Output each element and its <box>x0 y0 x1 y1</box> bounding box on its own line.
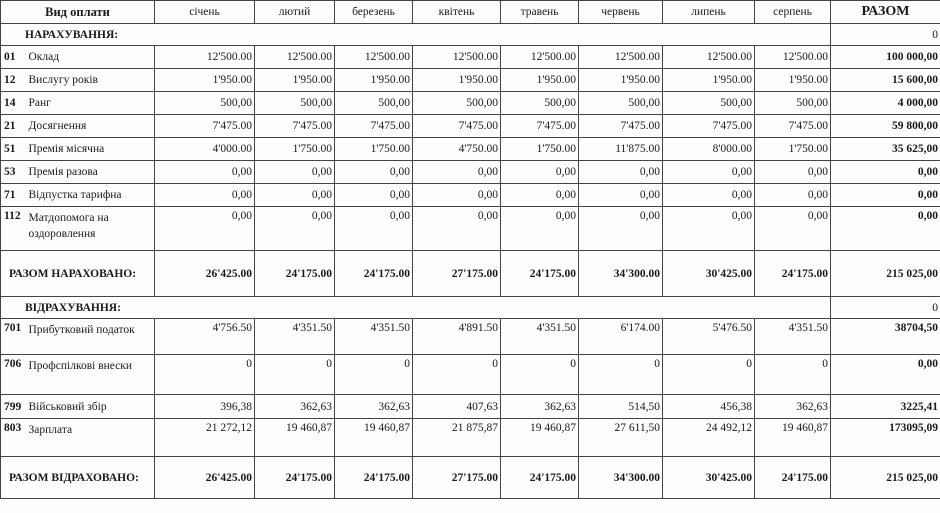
row-name: Премія разова <box>27 161 155 184</box>
row-month-value: 4'351.50 <box>755 319 831 355</box>
table-row <box>1 355 940 395</box>
row-name: Військовий збір <box>27 395 155 419</box>
table-row <box>1 319 940 355</box>
row-month-value: 4'756.50 <box>155 319 255 355</box>
row-month-value: 21 272,12 <box>155 419 255 457</box>
row-month-value: 6'174.00 <box>579 319 663 355</box>
row-month-value: 7'475.00 <box>755 115 831 138</box>
row-month-value: 0,00 <box>155 161 255 184</box>
sum-month-value: 24'175.00 <box>755 457 831 499</box>
payroll-body <box>1 1 940 499</box>
row-total: 100 000,00 <box>831 46 940 69</box>
row-month-value: 11'875.00 <box>579 138 663 161</box>
row-month-value: 19 460,87 <box>501 419 579 457</box>
row-month-value: 396,38 <box>155 395 255 419</box>
sum-label: РАЗОМ НАРАХОВАНО: <box>1 251 155 297</box>
row-name: Вислугу років <box>27 69 155 92</box>
row-total: 0,00 <box>831 184 940 207</box>
row-month-value: 1'950.00 <box>663 69 755 92</box>
row-code: 14 <box>1 92 27 115</box>
table-row <box>1 457 940 499</box>
row-month-value: 1'950.00 <box>155 69 255 92</box>
table-row <box>1 395 940 419</box>
row-month-value: 514,50 <box>579 395 663 419</box>
sum-month-value: 26'425.00 <box>155 251 255 297</box>
row-name: Відпустка тарифна <box>27 184 155 207</box>
row-month-value: 4'000.00 <box>155 138 255 161</box>
row-month-value: 12'500.00 <box>413 46 501 69</box>
row-name: Матдопомога на оздоровлення <box>27 207 155 251</box>
row-month-value: 0,00 <box>255 207 335 251</box>
row-month-value: 4'351.50 <box>335 319 413 355</box>
header-month: серпень <box>755 1 831 24</box>
row-month-value: 21 875,87 <box>413 419 501 457</box>
row-month-value: 0 <box>255 355 335 395</box>
row-month-value: 4'750.00 <box>413 138 501 161</box>
row-month-value: 456,38 <box>663 395 755 419</box>
sum-label: РАЗОМ ВІДРАХОВАНО: <box>1 457 155 499</box>
table-row <box>1 1 940 24</box>
sum-month-value: 24'175.00 <box>255 251 335 297</box>
sum-month-value: 24'175.00 <box>335 457 413 499</box>
row-code: 112 <box>1 207 27 251</box>
row-code: 01 <box>1 46 27 69</box>
row-month-value: 362,63 <box>255 395 335 419</box>
row-month-value: 0,00 <box>501 207 579 251</box>
row-name: Оклад <box>27 46 155 69</box>
sum-month-value: 24'175.00 <box>335 251 413 297</box>
table-row <box>1 161 940 184</box>
row-month-value: 12'500.00 <box>755 46 831 69</box>
row-month-value: 0,00 <box>579 207 663 251</box>
row-month-value: 0,00 <box>335 161 413 184</box>
sum-month-value: 24'175.00 <box>755 251 831 297</box>
row-total: 0,00 <box>831 207 940 251</box>
table-row <box>1 297 940 319</box>
row-month-value: 7'475.00 <box>501 115 579 138</box>
row-code: 12 <box>1 69 27 92</box>
row-month-value: 19 460,87 <box>255 419 335 457</box>
row-month-value: 0,00 <box>335 184 413 207</box>
row-month-value: 0,00 <box>501 161 579 184</box>
row-month-value: 1'750.00 <box>335 138 413 161</box>
row-month-value: 19 460,87 <box>335 419 413 457</box>
row-month-value: 0,00 <box>663 161 755 184</box>
table-row <box>1 115 940 138</box>
sum-month-value: 24'175.00 <box>501 457 579 499</box>
row-month-value: 12'500.00 <box>335 46 413 69</box>
sum-month-value: 30'425.00 <box>663 251 755 297</box>
row-month-value: 500,00 <box>501 92 579 115</box>
sum-month-value: 27'175.00 <box>413 457 501 499</box>
row-month-value: 0 <box>501 355 579 395</box>
row-month-value: 0,00 <box>255 161 335 184</box>
row-month-value: 12'500.00 <box>663 46 755 69</box>
row-total: 0,00 <box>831 355 940 395</box>
row-month-value: 0,00 <box>663 207 755 251</box>
row-code: 21 <box>1 115 27 138</box>
header-month: квітень <box>413 1 501 24</box>
sum-month-value: 26'425.00 <box>155 457 255 499</box>
row-month-value: 1'950.00 <box>255 69 335 92</box>
row-month-value: 0,00 <box>755 161 831 184</box>
row-total: 4 000,00 <box>831 92 940 115</box>
row-month-value: 1'750.00 <box>255 138 335 161</box>
row-month-value: 362,63 <box>755 395 831 419</box>
table-row <box>1 46 940 69</box>
table-row <box>1 207 940 251</box>
header-month: березень <box>335 1 413 24</box>
row-month-value: 7'475.00 <box>335 115 413 138</box>
table-row <box>1 184 940 207</box>
row-total: 35 625,00 <box>831 138 940 161</box>
row-name: Прибутковий податок <box>27 319 155 355</box>
row-month-value: 500,00 <box>755 92 831 115</box>
section-title-value: 0 <box>831 24 940 46</box>
row-name: Премія місячна <box>27 138 155 161</box>
row-name: Досягнення <box>27 115 155 138</box>
row-total: 15 600,00 <box>831 69 940 92</box>
row-month-value: 0,00 <box>255 184 335 207</box>
row-total: 173095,09 <box>831 419 940 457</box>
row-month-value: 500,00 <box>413 92 501 115</box>
row-total: 38704,50 <box>831 319 940 355</box>
row-month-value: 12'500.00 <box>255 46 335 69</box>
row-month-value: 0,00 <box>155 184 255 207</box>
header-month: липень <box>663 1 755 24</box>
row-month-value: 7'475.00 <box>255 115 335 138</box>
row-month-value: 500,00 <box>155 92 255 115</box>
row-month-value: 1'950.00 <box>755 69 831 92</box>
row-code: 51 <box>1 138 27 161</box>
sum-month-value: 24'175.00 <box>501 251 579 297</box>
header-total: РАЗОМ <box>831 1 940 24</box>
table-row <box>1 92 940 115</box>
row-month-value: 0,00 <box>413 207 501 251</box>
row-name: Профспілкові внески <box>27 355 155 395</box>
row-total: 59 800,00 <box>831 115 940 138</box>
row-month-value: 500,00 <box>579 92 663 115</box>
row-month-value: 7'475.00 <box>413 115 501 138</box>
row-total: 0,00 <box>831 161 940 184</box>
row-code: 701 <box>1 319 27 355</box>
row-month-value: 5'476.50 <box>663 319 755 355</box>
sum-month-value: 30'425.00 <box>663 457 755 499</box>
row-month-value: 0,00 <box>579 184 663 207</box>
header-month: лютий <box>255 1 335 24</box>
row-month-value: 24 492,12 <box>663 419 755 457</box>
header-month: січень <box>155 1 255 24</box>
row-month-value: 4'351.50 <box>255 319 335 355</box>
row-month-value: 0,00 <box>501 184 579 207</box>
row-month-value: 0,00 <box>755 184 831 207</box>
header-payment-type: Вид оплати <box>1 1 155 24</box>
row-month-value: 1'950.00 <box>579 69 663 92</box>
row-month-value: 0 <box>663 355 755 395</box>
row-month-value: 500,00 <box>335 92 413 115</box>
row-code: 803 <box>1 419 27 457</box>
row-month-value: 4'891.50 <box>413 319 501 355</box>
row-month-value: 1'950.00 <box>413 69 501 92</box>
row-month-value: 12'500.00 <box>155 46 255 69</box>
row-month-value: 1'750.00 <box>501 138 579 161</box>
header-month: травень <box>501 1 579 24</box>
row-month-value: 1'950.00 <box>501 69 579 92</box>
sum-month-value: 24'175.00 <box>255 457 335 499</box>
row-month-value: 0 <box>579 355 663 395</box>
table-row <box>1 419 940 457</box>
row-month-value: 0 <box>335 355 413 395</box>
row-month-value: 1'950.00 <box>335 69 413 92</box>
sum-month-value: 34'300.00 <box>579 251 663 297</box>
row-month-value: 0,00 <box>413 184 501 207</box>
row-month-value: 0 <box>413 355 501 395</box>
row-month-value: 0,00 <box>663 184 755 207</box>
section-title: ВІДРАХУВАННЯ: <box>1 297 831 319</box>
row-total: 3225,41 <box>831 395 940 419</box>
row-month-value: 7'475.00 <box>663 115 755 138</box>
row-month-value: 4'351.50 <box>501 319 579 355</box>
row-month-value: 27 611,50 <box>579 419 663 457</box>
section-title: НАРАХУВАННЯ: <box>1 24 831 46</box>
row-month-value: 8'000.00 <box>663 138 755 161</box>
row-month-value: 362,63 <box>335 395 413 419</box>
row-month-value: 0,00 <box>755 207 831 251</box>
row-code: 71 <box>1 184 27 207</box>
row-month-value: 0 <box>155 355 255 395</box>
section-title-value: 0 <box>831 297 940 319</box>
table-row <box>1 251 940 297</box>
table-row <box>1 138 940 161</box>
row-month-value: 500,00 <box>255 92 335 115</box>
row-month-value: 1'750.00 <box>755 138 831 161</box>
sum-month-value: 34'300.00 <box>579 457 663 499</box>
table-row <box>1 24 940 46</box>
sum-total: 215 025,00 <box>831 251 940 297</box>
row-month-value: 0,00 <box>579 161 663 184</box>
row-month-value: 407,63 <box>413 395 501 419</box>
table-row <box>1 69 940 92</box>
row-month-value: 362,63 <box>501 395 579 419</box>
row-name: Ранг <box>27 92 155 115</box>
row-month-value: 0,00 <box>413 161 501 184</box>
row-month-value: 12'500.00 <box>501 46 579 69</box>
row-code: 53 <box>1 161 27 184</box>
row-month-value: 19 460,87 <box>755 419 831 457</box>
row-month-value: 7'475.00 <box>579 115 663 138</box>
row-name: Зарплата <box>27 419 155 457</box>
row-month-value: 7'475.00 <box>155 115 255 138</box>
row-month-value: 0,00 <box>155 207 255 251</box>
header-month: червень <box>579 1 663 24</box>
sum-total: 215 025,00 <box>831 457 940 499</box>
row-month-value: 0 <box>755 355 831 395</box>
row-month-value: 12'500.00 <box>579 46 663 69</box>
row-code: 706 <box>1 355 27 395</box>
row-code: 799 <box>1 395 27 419</box>
sum-month-value: 27'175.00 <box>413 251 501 297</box>
row-month-value: 0,00 <box>335 207 413 251</box>
row-month-value: 500,00 <box>663 92 755 115</box>
